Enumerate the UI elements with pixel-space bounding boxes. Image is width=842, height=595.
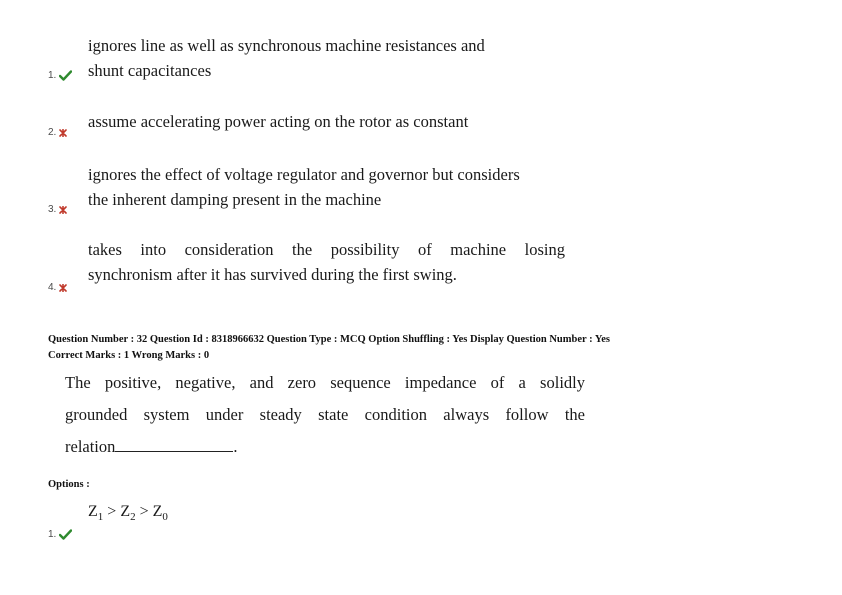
question-trailing-period: . bbox=[233, 437, 238, 456]
prev-option-3-line-1: ignores the effect of voltage regulator and governor but considers bbox=[88, 165, 520, 184]
cross-icon bbox=[59, 129, 67, 137]
check-icon bbox=[59, 70, 72, 81]
prev-option-1-line-2: shunt capacitances bbox=[88, 61, 212, 80]
formula-z2: $Z_2$ bbox=[120, 503, 136, 524]
prev-option-3-number: 3. bbox=[48, 204, 57, 215]
prev-option-2-line-1: assume accelerating power acting on the rotor as constant bbox=[88, 112, 469, 131]
question-meta-line-1: Question Number : 32 Question Id : 8318966632 Question Type : MCQ Option Shuffling : Yes Display Question Number : Yes bbox=[48, 334, 611, 345]
formula-z0: $Z_0$ bbox=[152, 503, 168, 524]
option-1-formula bbox=[88, 503, 168, 523]
question-text bbox=[65, 367, 585, 463]
prev-option-3-line-2: the inherent damping present in the machine bbox=[88, 190, 382, 209]
prev-option-4-line-1: takes into consideration the possibility of machine losing bbox=[88, 240, 565, 259]
prev-option-1-marker bbox=[48, 70, 72, 81]
prev-option-2-number: 2. bbox=[48, 127, 57, 138]
prev-option-4-marker bbox=[48, 282, 67, 293]
prev-option-1-text bbox=[88, 33, 573, 83]
question-line-2: grounded system under steady state condition always follow the bbox=[65, 405, 585, 424]
prev-option-1-number: 1. bbox=[48, 70, 57, 81]
prev-option-4-line-2: synchronism after it has survived during the first swing. bbox=[88, 265, 457, 284]
prev-option-3-marker bbox=[48, 204, 67, 215]
option-1-marker bbox=[48, 529, 72, 540]
options-label: Options : bbox=[48, 479, 90, 490]
check-icon bbox=[59, 529, 72, 540]
prev-option-2-text bbox=[88, 109, 573, 134]
prev-option-4-text-cont bbox=[88, 262, 573, 287]
cross-icon bbox=[59, 284, 67, 292]
formula-gt-2: > bbox=[135, 503, 153, 520]
question-meta-line-2: Correct Marks : 1 Wrong Marks : 0 bbox=[48, 350, 210, 361]
question-relation-word: relation bbox=[65, 437, 116, 456]
formula-z1: $Z_1$ bbox=[88, 503, 104, 524]
prev-option-3-text bbox=[88, 162, 573, 212]
prev-option-4-number: 4. bbox=[48, 282, 57, 293]
prev-option-2-marker bbox=[48, 127, 67, 138]
question-line-3 bbox=[65, 431, 585, 463]
option-1-number: 1. bbox=[48, 529, 57, 540]
prev-option-4-text bbox=[88, 237, 565, 262]
formula-gt-1: > bbox=[103, 503, 121, 520]
cross-icon bbox=[59, 206, 67, 214]
prev-option-1-line-1: ignores line as well as synchronous machine resistances and bbox=[88, 36, 485, 55]
answer-blank bbox=[115, 435, 233, 452]
question-line-1: The positive, negative, and zero sequence impedance of a solidly bbox=[65, 373, 585, 392]
